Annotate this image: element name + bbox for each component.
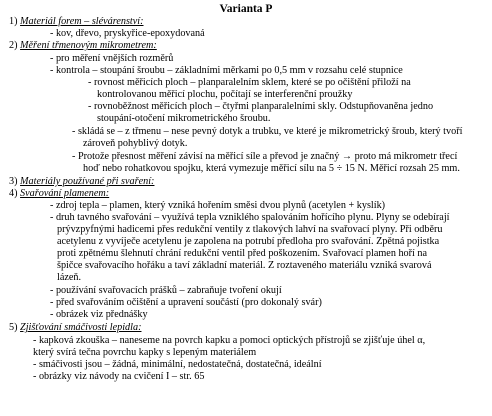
- list-item-continuation: zároveň pohyblivý dotyk.: [83, 138, 188, 149]
- section-1-heading-line: [9, 16, 144, 28]
- list-item: - skládá se – z třmenu – nese pevný dotyk a trubku, ve které je mikrometrický šroub, který tvoří: [72, 126, 463, 137]
- section-2-heading-line: [9, 40, 157, 52]
- section-number: 3): [9, 176, 18, 187]
- list-item: - smáčivosti jsou – žádná, minimální, nedostatečná, dostatečná, ideální: [33, 359, 322, 370]
- list-item: - druh tavného svařování – využívá tepla vzniklého spalováním hořícího plynu. Plyny se odebírají: [50, 212, 450, 223]
- list-item: - kapková zkouška – naneseme na povrch kapku a pomoci optických přístrojů se zjišťuje úhel α,: [33, 335, 426, 346]
- list-item: - kov, dřevo, pryskyřice-epoxydovaná: [50, 28, 205, 39]
- list-item: - pro měření vnějších rozměrů: [50, 53, 174, 64]
- section-5-heading-line: [9, 322, 141, 334]
- section-number: 5): [9, 322, 18, 333]
- list-item-continuation: prývzpyfnými hadicemi přes redukční ventily z tlakových lahví na svařovací plyny. Při odběru: [57, 224, 443, 235]
- sub-list-item: - rovnoběžnost měřicích ploch – čtyřmi planparalelními skly. Odstupňovaněna jedno: [88, 101, 434, 112]
- list-item: - kontrola – stoupání šroubu – základními měrkami po 0,5 mm v rozsahu celé stupnice: [50, 65, 403, 76]
- section-heading: Měření třmenovým mikrometrem:: [20, 40, 157, 51]
- sub-list-item: - rovnost měřicích ploch – planparalelním sklem, které se po očištění přiloží na: [88, 77, 411, 88]
- list-item-continuation: špičce svařovacího hořáku a taví základní materiál. Z roztaveného materiálu vzniká svarová: [57, 260, 432, 271]
- sub-list-item-continuation: kontrolovanou měřicí plochu, počítají se interferenční proužky: [97, 89, 353, 100]
- sub-list-item-continuation: stoupání-otočení mikrometrického šroubu.: [97, 113, 271, 124]
- list-item-continuation: lázeň.: [57, 272, 82, 283]
- list-item: - obrázky viz návody na cvičení I – str. 65: [33, 371, 205, 382]
- list-item: - před svařováním očištění a upravení součástí (pro dokonalý svár): [50, 297, 322, 308]
- section-number: 4): [9, 188, 18, 199]
- section-heading: Zjišťování smáčivosti lepidla:: [20, 322, 142, 333]
- section-4-heading-line: [9, 188, 109, 200]
- section-heading: Materiál forem – slévárenství:: [20, 16, 144, 27]
- list-item: - používání svařovacích prášků – zabraňuje tvoření okují: [50, 285, 282, 296]
- list-item-continuation: hoď nebo rohatkovou spojku, která vymezuje měřicí sílu na 5 ÷ 15 N. Měřicí rozsah 25 mm.: [83, 163, 460, 174]
- document-title: Varianta P: [219, 3, 273, 15]
- list-item: - zdroj tepla – plamen, který vzniká hořením směsi dvou plynů (acetylen + kyslík): [50, 200, 386, 211]
- list-item-continuation: který svírá tečna povrchu kapky s lepeným materiálem: [33, 347, 257, 358]
- section-3-heading-line: [9, 176, 154, 188]
- list-item: - Protože přesnost měření závisí na měřicí síle a převod je značný → proto má mikrometr třecí: [72, 151, 458, 162]
- section-heading: Materiály používané při svaření:: [20, 176, 155, 187]
- section-heading: Svařování plamenem:: [20, 188, 110, 199]
- list-item-continuation: acetylenu z vyvíječe acetylenu je zapolena na potrubí předloha pro svařování. Zpětná pojistka: [57, 236, 440, 247]
- section-number: 1): [9, 16, 18, 27]
- section-number: 2): [9, 40, 18, 51]
- list-item-continuation: proti zpětnému šlehnutí chrání redukční ventil před poškozením. Svařovací plamen hoří na: [57, 248, 428, 259]
- list-item: - obrázek viz přednášky: [50, 309, 148, 320]
